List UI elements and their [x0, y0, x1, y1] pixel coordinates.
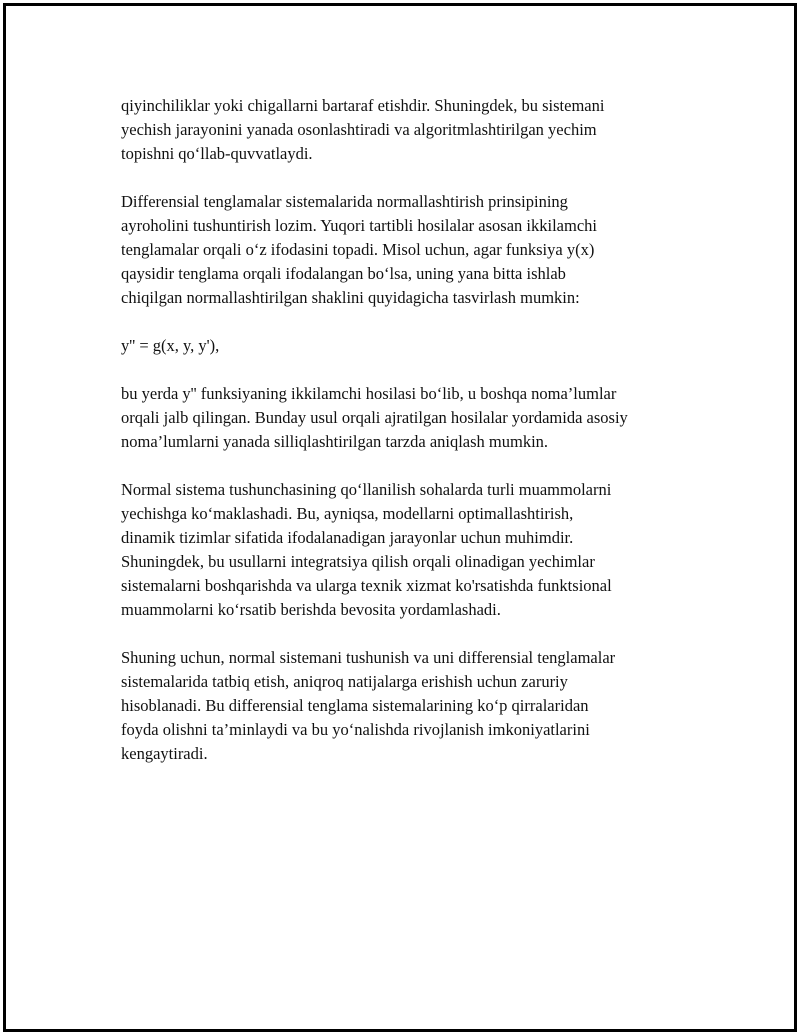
- text-line: Shuningdek, bu usullarni integratsiya qilish orqali olinadigan yechimlar: [121, 552, 595, 571]
- text-line: Differensial tenglamalar sistemalarida normallashtirish prinsipining: [121, 192, 568, 211]
- text-line: qaysidir tenglama orqali ifodalangan bo‘lsa, uning yana bitta ishlab: [121, 264, 566, 283]
- text-line: Normal sistema tushunchasining qo‘llanilish sohalarda turli muammolarni: [121, 480, 612, 499]
- text-line: foyda olishni ta’minlaydi va bu yo‘nalishda rivojlanish imkoniyatlarini: [121, 720, 590, 739]
- text-line: noma’lumlarni yanada silliqlashtirilgan tarzda aniqlash mumkin.: [121, 432, 549, 451]
- text-line: yechishga ko‘maklashadi. Bu, ayniqsa, modellarni optimallashtirish,: [121, 504, 574, 523]
- text-line: kengaytiradi.: [121, 744, 208, 763]
- text-line: orqali jalb qilingan. Bunday usul orqali ajratilgan hosilalar yordamida asosiy: [121, 408, 628, 427]
- text-line: tenglamalar orqali o‘z ifodasini topadi. Misol uchun, agar funksiya y(x): [121, 240, 595, 259]
- equation-line: y'' = g(x, y, y'),: [121, 336, 220, 355]
- text-line: qiyinchiliklar yoki chigallarni bartaraf etishdir. Shuningdek, bu sistemani: [121, 96, 605, 115]
- paragraph-applications: [121, 478, 696, 622]
- text-line: sistemalarida tatbiq etish, aniqroq natijalarga erishish uchun zaruriy: [121, 672, 568, 691]
- text-line: hisoblanadi. Bu differensial tenglama sistemalarining ko‘p qirralaridan: [121, 696, 589, 715]
- text-line: bu yerda y'' funksiyaning ikkilamchi hosilasi bo‘lib, u boshqa noma’lumlar: [121, 384, 617, 403]
- paragraph-explanation: [121, 382, 696, 454]
- text-line: sistemalarni boshqarishda va ularga texnik xizmat ko'rsatishda funktsional: [121, 576, 612, 595]
- paragraph-conclusion: [121, 646, 696, 766]
- paragraph-intro: [121, 94, 696, 166]
- document-page: [3, 3, 797, 1032]
- paragraph-normalization: [121, 190, 696, 310]
- text-line: yechish jarayonini yanada osonlashtiradi va algoritmlashtirilgan yechim: [121, 120, 597, 139]
- text-line: muammolarni ko‘rsatib berishda bevosita yordamlashadi.: [121, 600, 501, 619]
- text-line: dinamik tizimlar sifatida ifodalanadigan jarayonlar uchun muhimdir.: [121, 528, 574, 547]
- equation: [121, 334, 696, 358]
- text-line: Shuning uchun, normal sistemani tushunish va uni differensial tenglamalar: [121, 648, 616, 667]
- text-line: topishni qo‘llab-quvvatlaydi.: [121, 144, 313, 163]
- text-line: chiqilgan normallashtirilgan shaklini quyidagicha tasvirlash mumkin:: [121, 288, 580, 307]
- text-line: ayroholini tushuntirish lozim. Yuqori tartibli hosilalar asosan ikkilamchi: [121, 216, 597, 235]
- document-body: [121, 94, 696, 790]
